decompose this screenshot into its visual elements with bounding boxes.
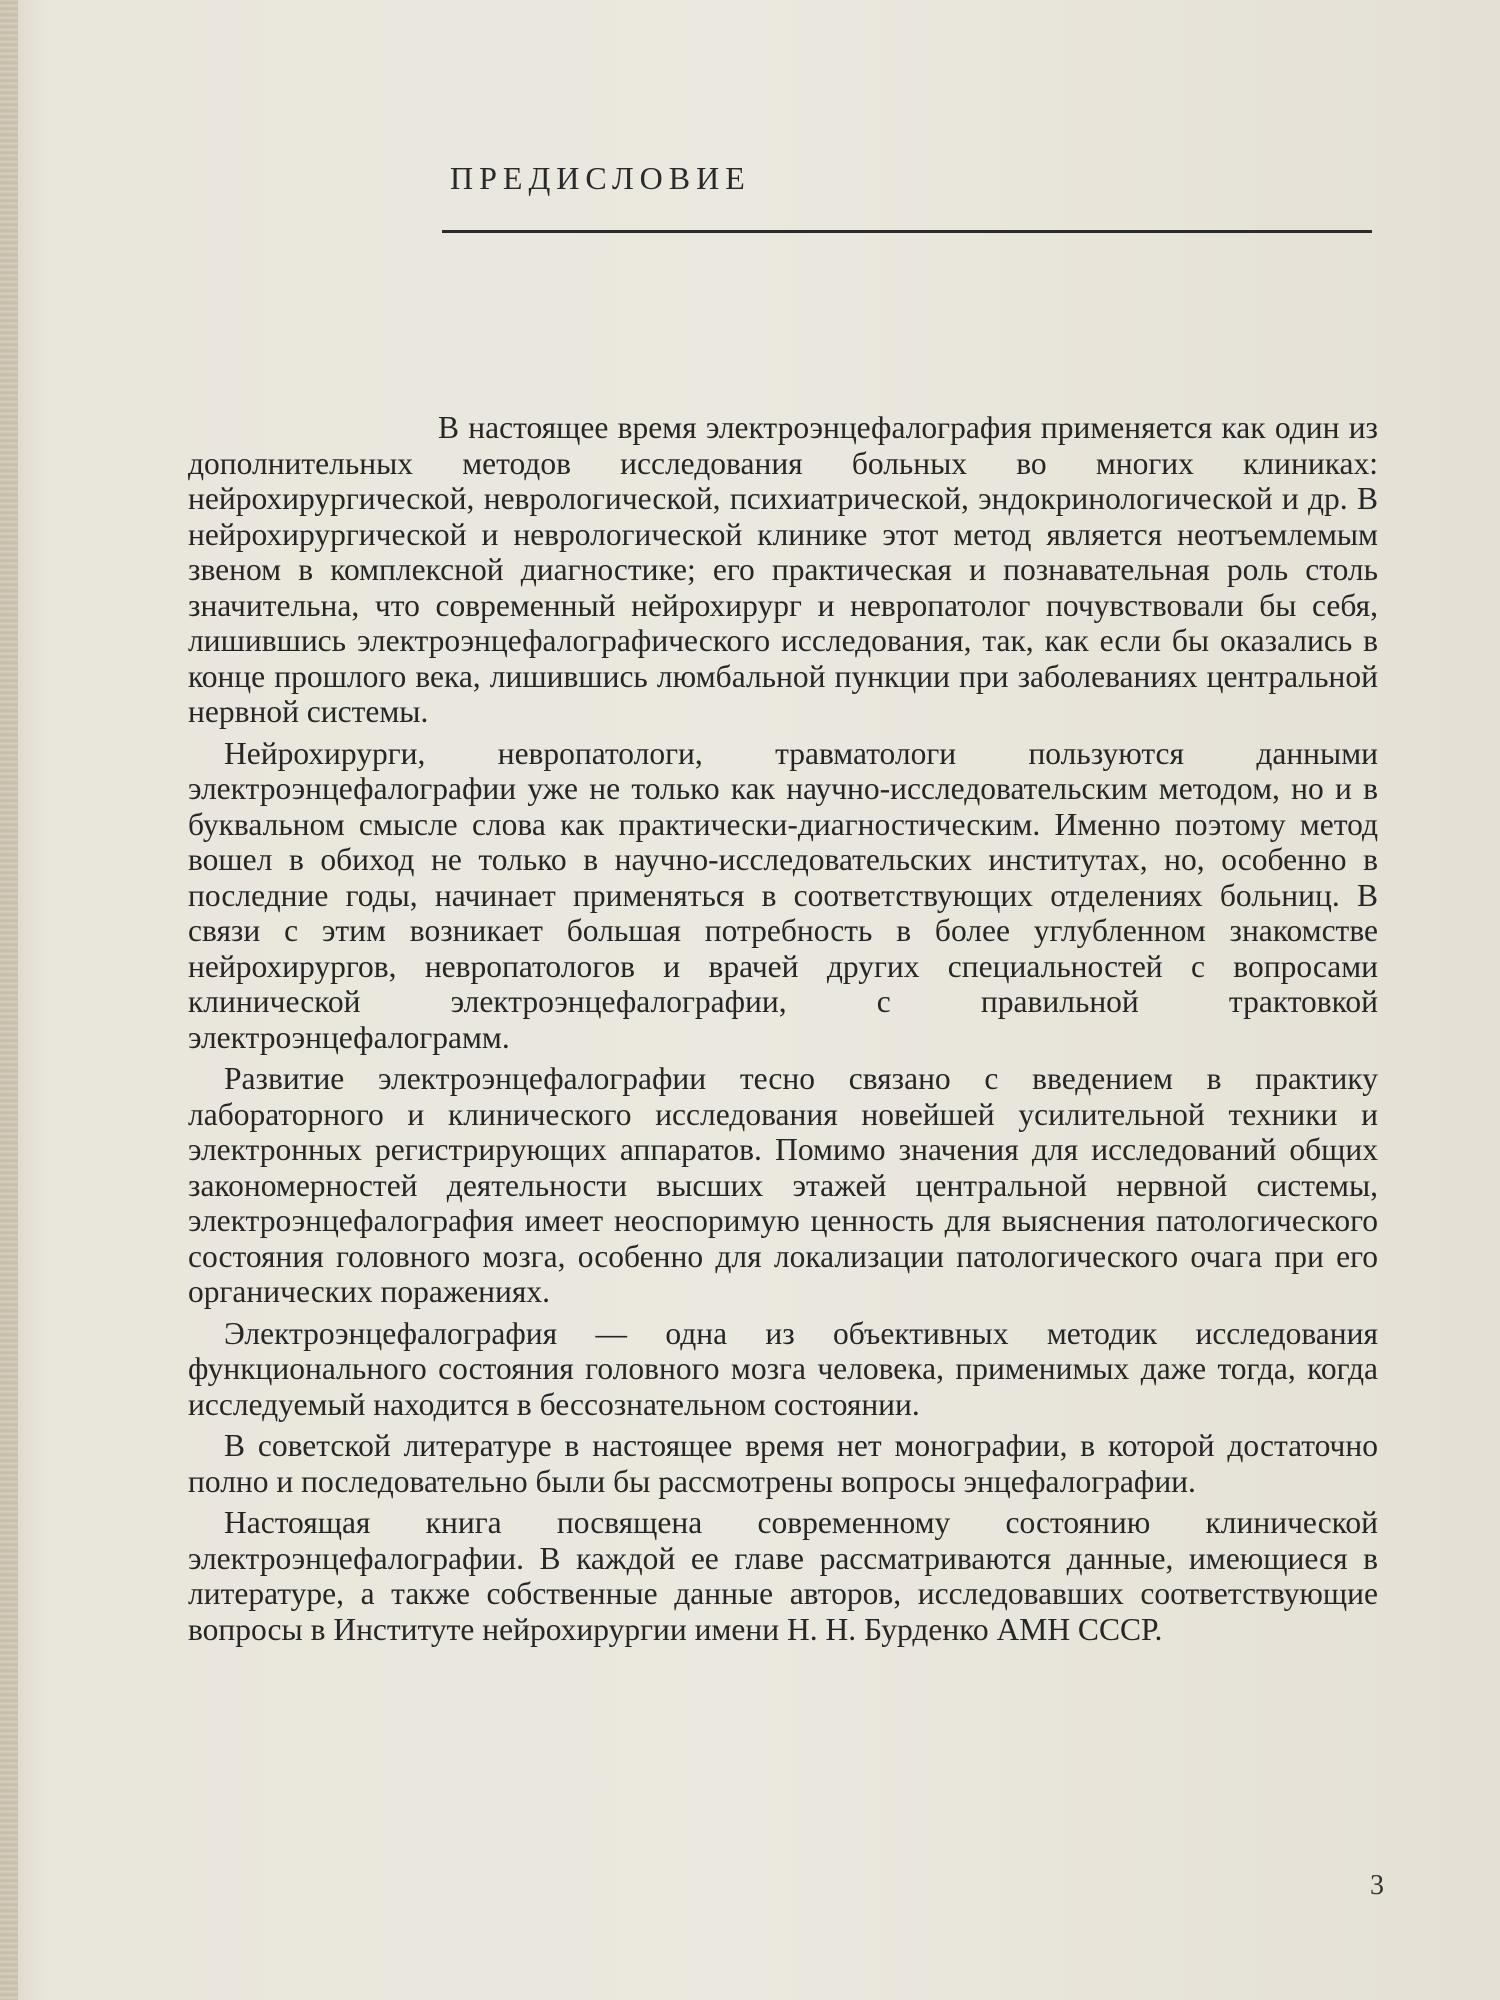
paragraph-2: Нейрохирурги, невропатологи, травматологи пользуются данными электроэнцефалографии уже не только как научно-исследовательским методом, но и в буквальном смысле слова как практически-диагностическим. Именно поэтому метод вошел в обиход не только в научно-исследовательских институтах, но, особенно в последние годы, начинает применяться в соответствующих отделениях больниц. В связи с этим возникает большая потребность в более углубленном знакомстве нейрохирургов, невропатологов и врачей других специальностей с вопросами клинической электроэнцефалографии, с правильной трактовкой электроэнцефалограмм. [188, 735, 1378, 1055]
preface-heading: ПРЕДИСЛОВИЕ [450, 160, 751, 196]
paragraph-5: В советской литературе в настоящее время нет монографии, в которой достаточно полно и последовательно были бы рассмотрены вопросы энцефалографии. [188, 1428, 1378, 1499]
page-number: 3 [1370, 1870, 1384, 1901]
paragraph-4: Электроэнцефалография — одна из объективных методик исследования функционального состояния головного мозга человека, применимых даже тогда, когда исследуемый находится в бессознательном состоянии. [188, 1315, 1378, 1422]
paragraph-3: Развитие электроэнцефалографии тесно связано с введением в практику лабораторного и клинического исследования новейшей усилительной техники и электронных регистрирующих аппаратов. Помимо значения для исследований общих закономерностей деятельности высших этажей центральной нервной системы, электроэнцефалография имеет неоспоримую ценность для выяснения патологического состояния головного мозга, особенно для локализации патологического очага при его органических поражениях. [188, 1061, 1378, 1309]
paragraph-6: Настоящая книга посвящена современному состоянию клинической электроэнцефалографии. В каждой ее главе рассматриваются данные, имеющиеся в литературе, а также собственные данные авторов, исследовавших соответствующие вопросы в Институте нейрохирургии имени Н. Н. Бурденко АМН СССР. [188, 1505, 1378, 1647]
page-edge [0, 0, 18, 2000]
preface-body [188, 410, 1378, 1653]
heading-rule [442, 230, 1372, 233]
paragraph-1: В настоящее время электроэнцефалография применяется как один из дополнительных методов исследования больных во многих клиниках: нейрохирургической, неврологической, психиатрической, эндокринологической и др. В нейрохирургической и неврологической клинике этот метод является неотъемлемым звеном в комплексной диагностике; его практическая и познавательная роль столь значительна, что современный нейрохирург и невропатолог почувствовали бы себя, лишившись электроэнцефалографического исследования, так, как если бы оказались в конце прошлого века, лишившись люмбальной пункции при заболеваниях центральной нервной системы. [188, 410, 1378, 729]
